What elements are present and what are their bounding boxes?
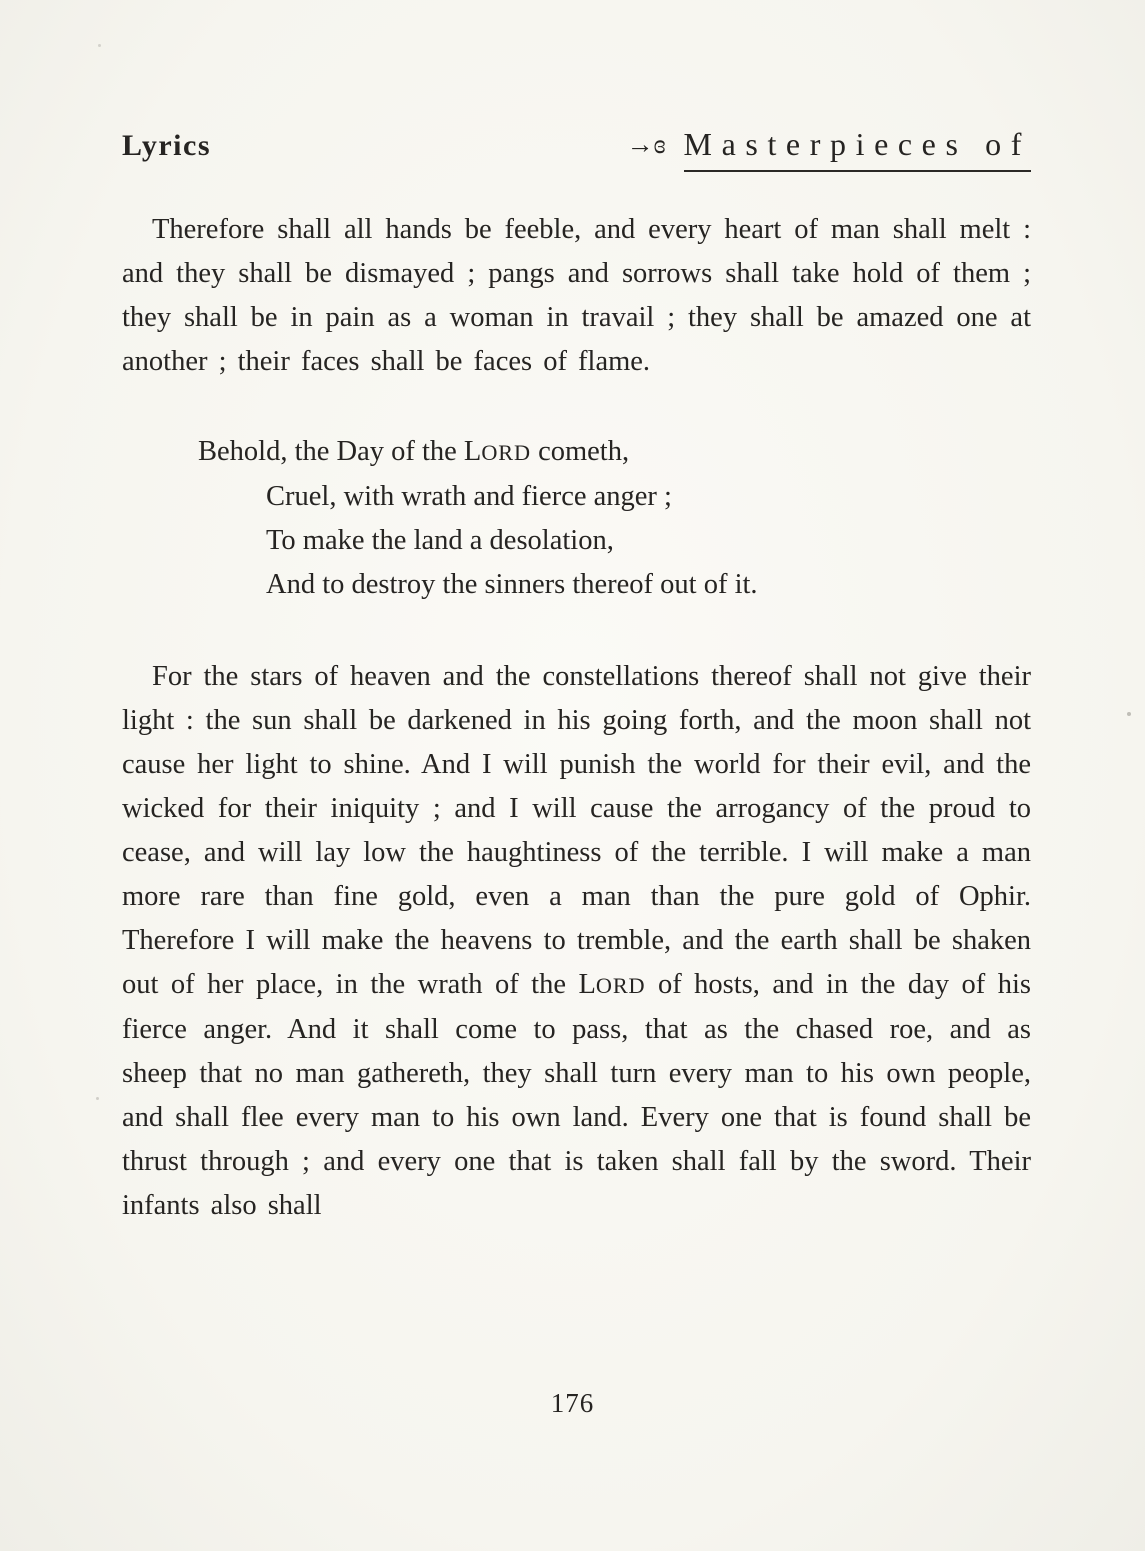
verse-stanza bbox=[198, 430, 1031, 607]
fleuron-ornament-icon: →ɞ bbox=[626, 129, 666, 159]
scan-speck bbox=[98, 44, 101, 47]
verse-line: Behold, the Day of the LORD cometh, bbox=[198, 436, 630, 467]
scan-speck bbox=[1127, 712, 1131, 716]
scan-speck bbox=[96, 1097, 99, 1100]
verse-line: To make the land a desolation, bbox=[266, 525, 614, 556]
verse-line: And to destroy the sinners thereof out of it. bbox=[266, 569, 758, 600]
verse-line: Cruel, with wrath and fierce anger ; bbox=[266, 481, 672, 512]
running-head bbox=[122, 126, 1031, 172]
running-head-title-group bbox=[627, 126, 1031, 172]
prose-paragraph: For the stars of heaven and the constellations thereof shall not give their light : the sun shall be darkened in his going forth, and the moon shall not cause her light to shine. And I will punish the world for their evil, and the wicked for their iniquity ; and I will cause the arrogancy of the proud to cease, and will lay low the haughtiness of the terrible. I will make a man more rare than fine gold, even a man than the pure gold of Ophir. Therefore I will make the heavens to tremble, and the earth shall be shaken out of her place, in the wrath of the LORD of hosts, and in the day of his fierce anger. And it shall come to pass, that as the chased roe, and as sheep that no man gathereth, they shall turn every man to his own people, and shall flee every man to his own land. Every one that is found shall be thrust through ; and every one that is taken shall fall by the sword. Their infants also shall bbox=[122, 661, 1032, 1221]
running-head-title: Masterpieces of bbox=[684, 126, 1031, 172]
page-number: 176 bbox=[550, 1388, 595, 1418]
running-head-section: Lyrics bbox=[122, 129, 211, 162]
prose-paragraph: Therefore shall all hands be feeble, and every heart of man shall melt : and they shall be dismayed ; pangs and sorrows shall take hold of them ; they shall be in pain as a woman in travail ; they shall be amazed one at another ; their faces shall be faces of flame. bbox=[122, 214, 1031, 377]
